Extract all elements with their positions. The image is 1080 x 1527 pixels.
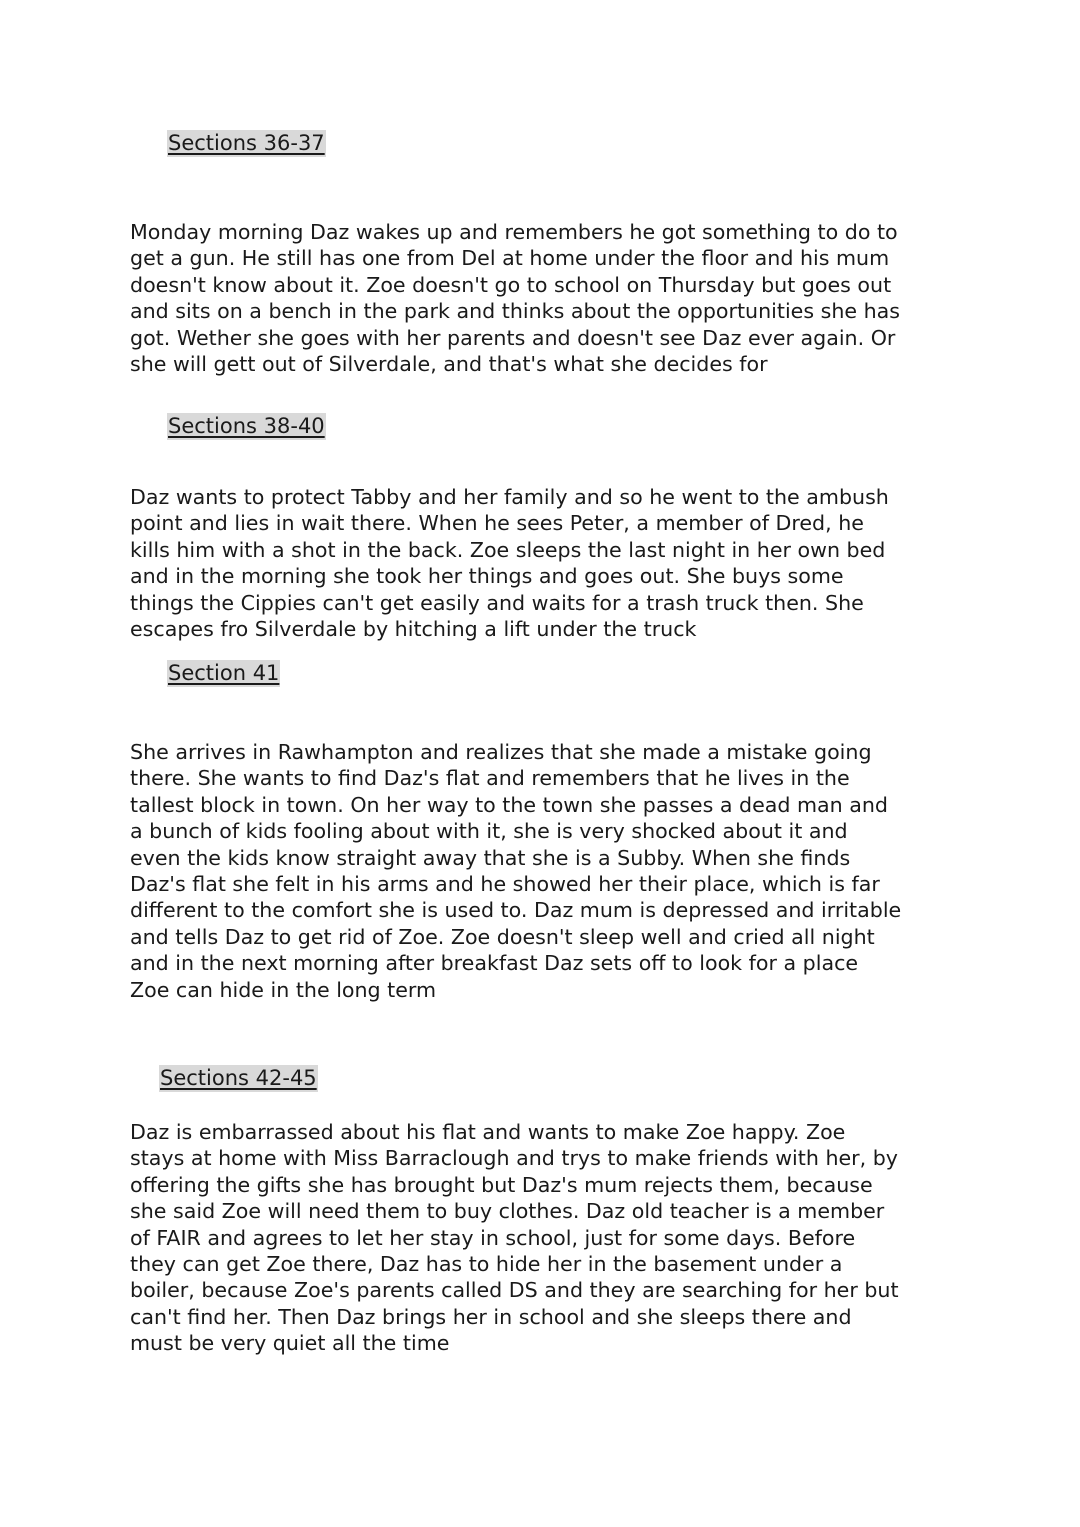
- text-line: offering the gifts she has brought but Daz's mum rejects them, because: [130, 1172, 873, 1197]
- text-line: She arrives in Rawhampton and realizes that she made a mistake going: [130, 740, 872, 764]
- text-line: there. She wants to find Daz's flat and remembers that he lives in the: [130, 766, 850, 791]
- section-heading: Section 41: [168, 661, 280, 685]
- text-line: different to the comfort she is used to. Daz mum is depressed and irritable: [130, 898, 902, 923]
- section-heading: Sections 38-40: [168, 414, 325, 438]
- text-line: things the Cippies can't get easily and waits for a trash truck then. She: [130, 590, 864, 615]
- text-line: and in the morning she took her things and goes out. She buys some: [130, 564, 844, 589]
- text-line: and in the next morning after breakfast Daz sets off to look for a place: [130, 951, 859, 976]
- section-paragraph: [130, 739, 901, 1003]
- text-line: boiler, because Zoe's parents called DS and they are searching for her but: [130, 1278, 899, 1303]
- text-line: Daz is embarrassed about his flat and wants to make Zoe happy. Zoe: [130, 1120, 846, 1144]
- section-heading: Sections 42-45: [160, 1066, 317, 1090]
- text-line: she will gett out of Silverdale, and that's what she decides for: [130, 352, 768, 377]
- text-line: even the kids know straight away that she is a Subby. When she finds: [130, 845, 851, 870]
- text-line: Daz's flat she felt in his arms and he showed her their place, which is far: [130, 872, 880, 897]
- text-line: can't find her. Then Daz brings her in school and she sleeps there and: [130, 1304, 852, 1329]
- section-paragraph: [130, 1119, 899, 1357]
- text-line: doesn't know about it. Zoe doesn't go to school on Thursday but goes out: [130, 272, 892, 297]
- text-line: point and lies in wait there. When he sees Peter, a member of Dred, he: [130, 511, 864, 536]
- text-line: stays at home with Miss Barraclough and trys to make friends with her, by: [130, 1146, 898, 1171]
- section-paragraph: [130, 219, 900, 377]
- section-heading: Sections 36-37: [168, 131, 325, 155]
- text-line: they can get Zoe there, Daz has to hide her in the basement under a: [130, 1252, 843, 1277]
- text-line: escapes fro Silverdale by hitching a lift under the truck: [130, 617, 697, 642]
- text-line: Daz wants to protect Tabby and her family and so he went to the ambush: [130, 485, 889, 509]
- text-line: and tells Daz to get rid of Zoe. Zoe doesn't sleep well and cried all night: [130, 924, 875, 949]
- text-line: Monday morning Daz wakes up and remembers he got something to do to: [130, 220, 898, 244]
- text-line: get a gun. He still has one from Del at home under the floor and his mum: [130, 246, 890, 271]
- text-line: of FAIR and agrees to let her stay in school, just for some days. Before: [130, 1225, 856, 1250]
- text-line: a bunch of kids fooling about with it, she is very shocked about it and: [130, 819, 848, 844]
- text-line: kills him with a shot in the back. Zoe sleeps the last night in her own bed: [130, 537, 886, 562]
- text-line: Zoe can hide in the long term: [130, 977, 437, 1002]
- text-line: and sits on a bench in the park and thinks about the opportunities she has: [130, 299, 901, 324]
- text-line: she said Zoe will need them to buy clothes. Daz old teacher is a member: [130, 1199, 885, 1224]
- text-line: must be very quiet all the time: [130, 1331, 450, 1356]
- section-paragraph: [130, 484, 889, 642]
- text-line: tallest block in town. On her way to the town she passes a dead man and: [130, 792, 889, 817]
- text-line: got. Wether she goes with her parents and doesn't see Daz ever again. Or: [130, 325, 896, 350]
